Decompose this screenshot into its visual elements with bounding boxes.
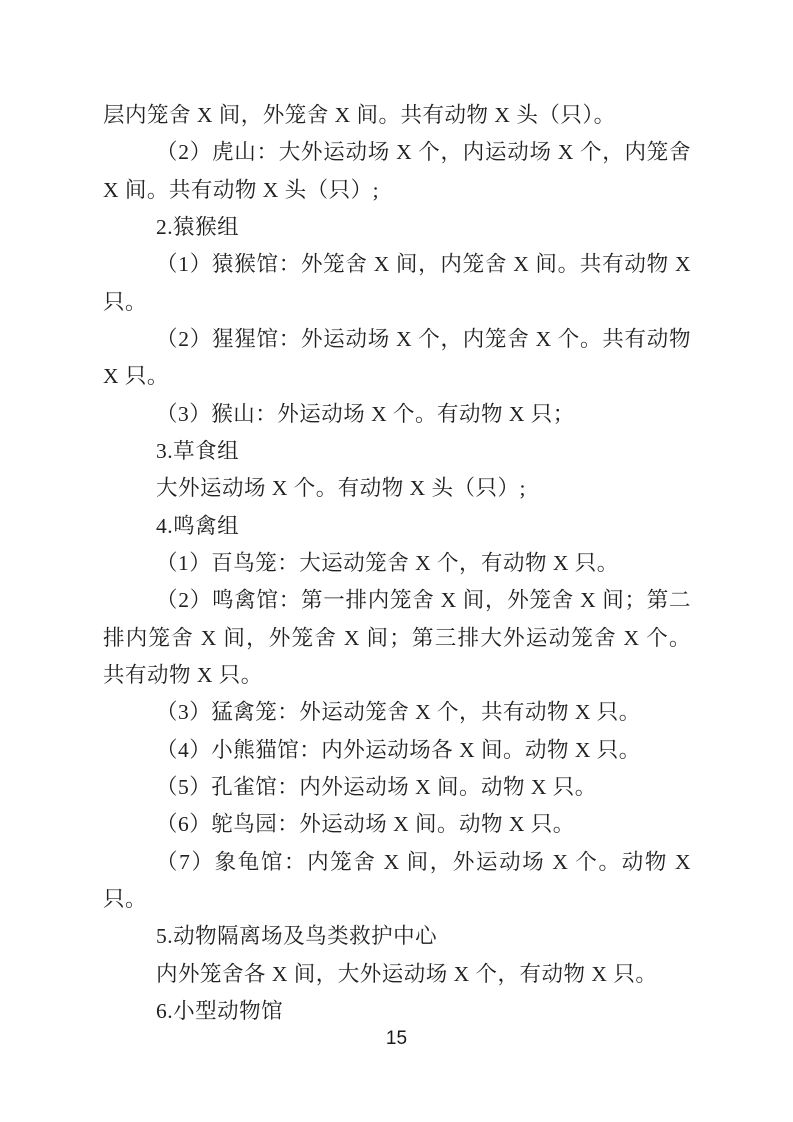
page-number: 15 [385,1028,408,1049]
paragraph-item-6-ostrich-garden: （6）鸵鸟园：外运动场 X 间。动物 X 只。 [156,812,575,837]
paragraph-item-5-peacock-hall: （5）孔雀馆：内外运动场 X 间。动物 X 只。 [156,774,597,799]
paragraph-item-1-bird-cage: （1）百鸟笼：大运动笼舍 X 个，有动物 X 只。 [156,550,619,575]
heading-group-3-herbivores: 3.草食组 [156,438,240,463]
heading-group-2-primates: 2.猿猴组 [156,214,240,239]
heading-group-6-small-animal-hall: 6.小型动物馆 [156,998,284,1023]
paragraph-item-7-tortoise-hall: （7）象龟馆：内笼舍 X 间，外运动场 X 个。动物 X 只。 [103,849,691,911]
paragraph-item-1-primate-hall: （1）猿猴馆：外笼舍 X 间，内笼舍 X 间。共有动物 X 只。 [103,252,691,314]
heading-group-5-quarantine-rescue: 5.动物隔离场及鸟类救护中心 [156,924,438,949]
paragraph-item-3-monkey-hill: （3）猴山：外运动场 X 个。有动物 X 只； [156,401,575,426]
paragraph-continuation: 层内笼舍 X 间，外笼舍 X 间。共有动物 X 头（只）。 [103,103,616,127]
heading-group-4-songbirds: 4.鸣禽组 [156,513,240,538]
paragraph-item-2-tiger-hill: （2）虎山：大外运动场 X 个，内运动场 X 个，内笼舍 X 间。共有动物 X 头（只）; [103,140,691,202]
paragraph-item-3-raptor-cage: （3）猛禽笼：外运动笼舍 X 个，共有动物 X 只。 [156,700,641,725]
paragraph-herbivore-detail: 大外运动场 X 个。有动物 X 头（只）; [156,476,527,501]
paragraph-item-2-songbird-hall: （2）鸣禽馆：第一排内笼舍 X 间，外笼舍 X 间；第二排内笼舍 X 间，外笼舍 X 间；第三排大外运动笼舍 X 个。共有动物 X 只。 [103,588,691,687]
paragraph-quarantine-detail: 内外笼舍各 X 间，大外运动场 X 个，有动物 X 只。 [156,961,658,986]
document-body [103,97,691,1030]
paragraph-item-4-red-panda-hall: （4）小熊猫馆：内外运动场各 X 间。动物 X 只。 [156,737,641,762]
paragraph-item-2-ape-hall: （2）猩猩馆：外运动场 X 个，内笼舍 X 个。共有动物 X 只。 [103,326,691,389]
